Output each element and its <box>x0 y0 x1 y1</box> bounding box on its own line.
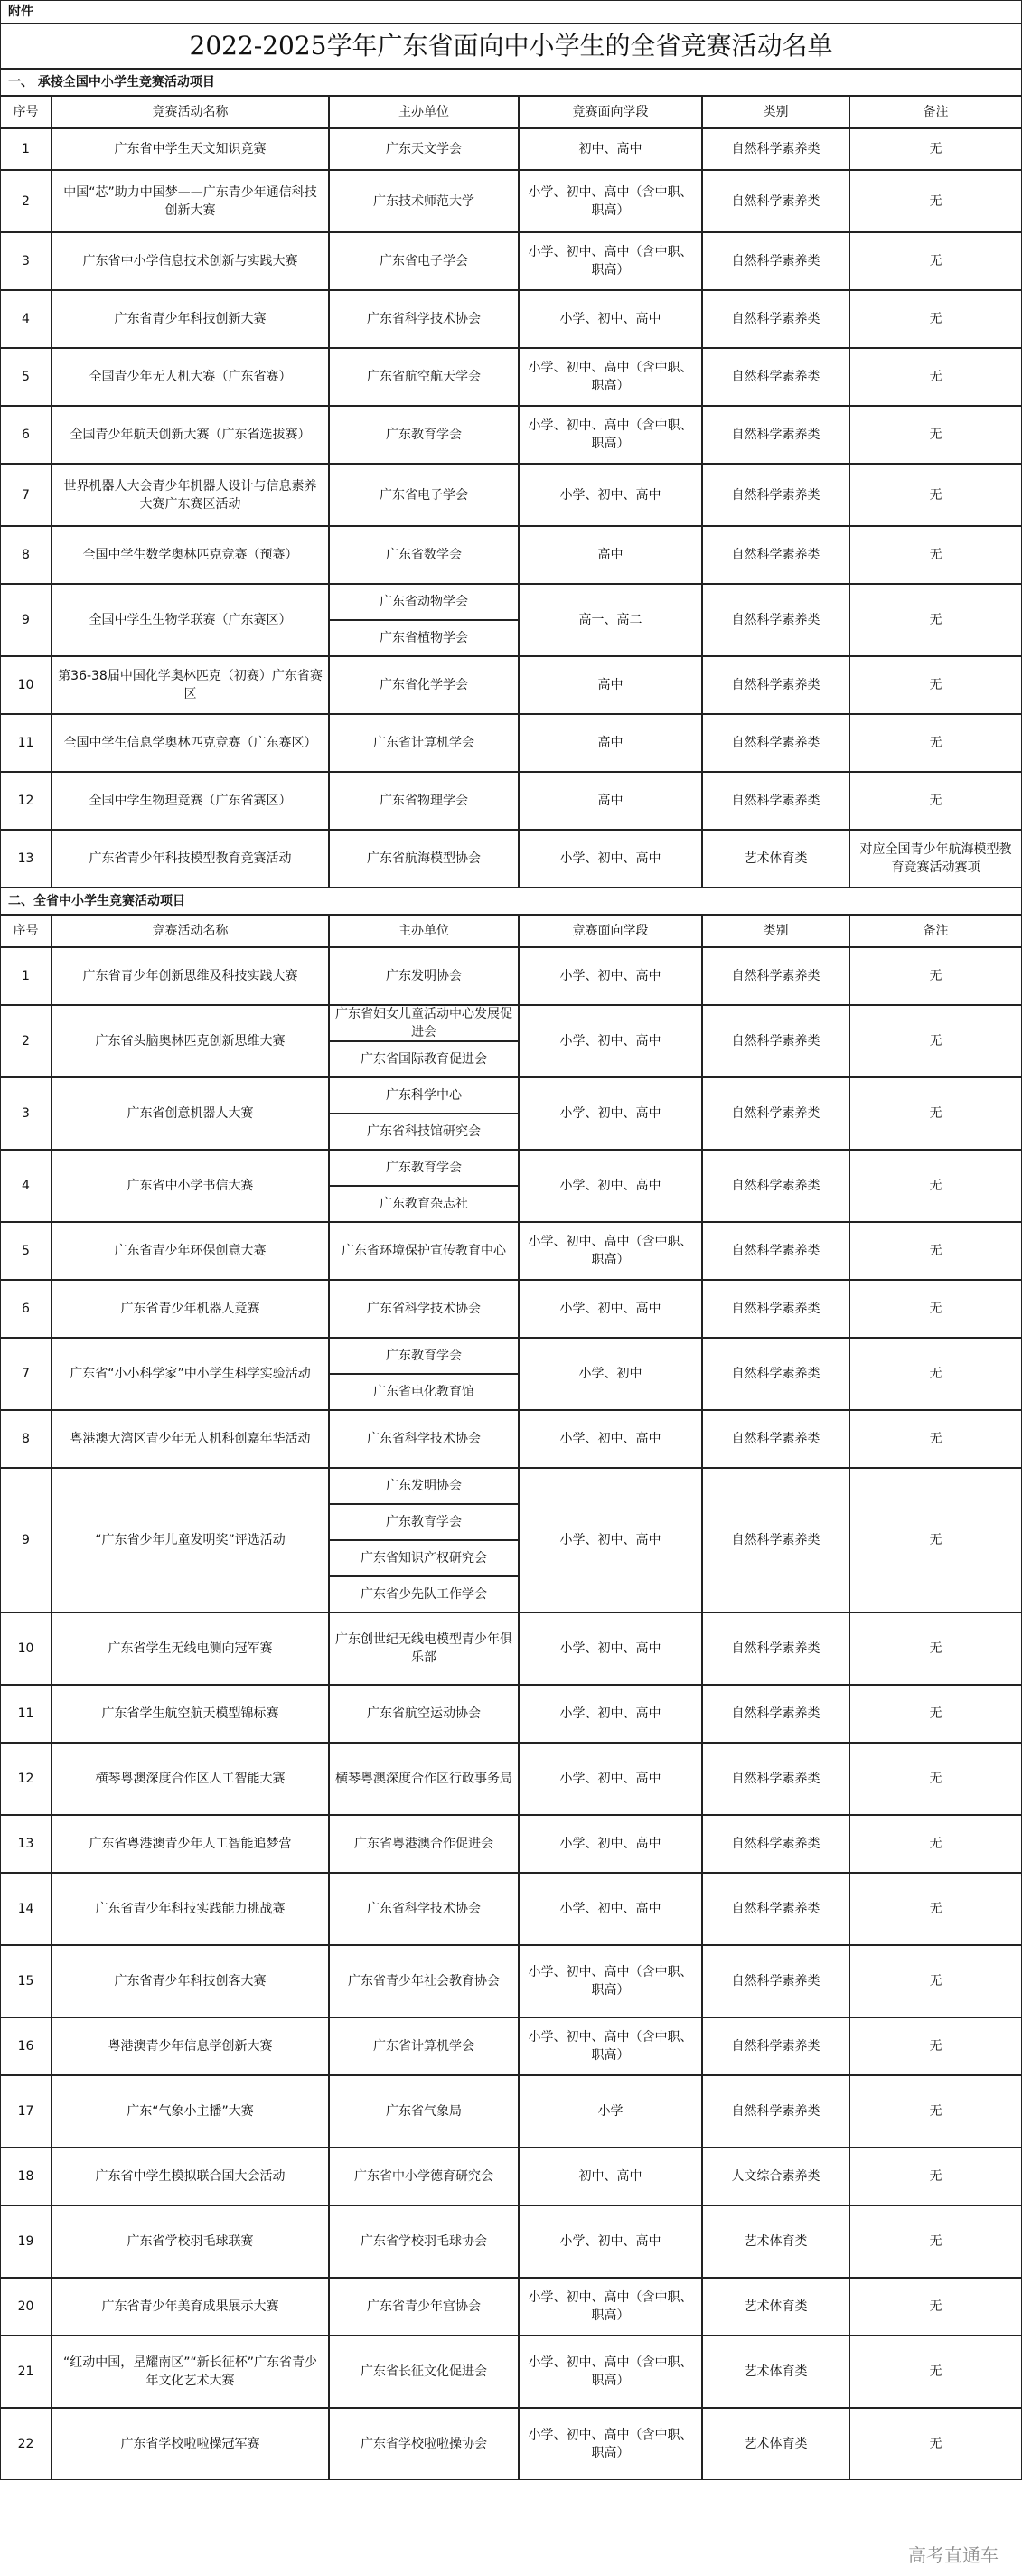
organizer: 广东省计算机学会 <box>329 2017 519 2075</box>
school-stage: 小学、初中、高中（含中职、职高） <box>519 406 702 464</box>
organizer: 广东省科学技术协会 <box>329 290 519 348</box>
school-stage: 小学、初中、高中 <box>519 1743 702 1815</box>
organizer: 广东省科技馆研究会 <box>329 1114 519 1150</box>
row-number: 22 <box>0 2408 52 2480</box>
school-stage: 小学、初中、高中 <box>519 830 702 888</box>
row-number: 20 <box>0 2278 52 2336</box>
remark: 无 <box>849 2336 1022 2408</box>
competition-name: “广东省少年儿童发明奖”评选活动 <box>52 1468 329 1612</box>
remark: 无 <box>849 1077 1022 1150</box>
category: 自然科学素养类 <box>702 1410 849 1468</box>
remark: 无 <box>849 1280 1022 1338</box>
col-header-name: 竞赛活动名称 <box>52 96 329 128</box>
organizer: 广东省青少年社会教育协会 <box>329 1945 519 2017</box>
organizer: 横琴粤澳深度合作区行政事务局 <box>329 1743 519 1815</box>
remark: 无 <box>849 584 1022 656</box>
school-stage: 小学、初中、高中 <box>519 1815 702 1873</box>
organizer: 广东省妇女儿童活动中心发展促进会 <box>329 1005 519 1041</box>
section-heading: 二、全省中小学生竞赛活动项目 <box>0 888 1022 915</box>
organizer: 广东科学中心 <box>329 1077 519 1114</box>
remark: 无 <box>849 348 1022 406</box>
competition-name: “红动中国，星耀南区”“新长征杯”广东省青少年文化艺术大赛 <box>52 2336 329 2408</box>
organizer: 广东省中小学德育研究会 <box>329 2148 519 2205</box>
category: 自然科学素养类 <box>702 170 849 232</box>
competition-name: 广东省学校羽毛球联赛 <box>52 2205 329 2278</box>
col-header-stage: 竞赛面向学段 <box>519 96 702 128</box>
row-number: 19 <box>0 2205 52 2278</box>
remark: 无 <box>849 1685 1022 1743</box>
competition-name: 横琴粤澳深度合作区人工智能大赛 <box>52 1743 329 1815</box>
category: 自然科学素养类 <box>702 2075 849 2148</box>
category: 自然科学素养类 <box>702 1685 849 1743</box>
category: 自然科学素养类 <box>702 2017 849 2075</box>
row-number: 6 <box>0 1280 52 1338</box>
school-stage: 小学、初中 <box>519 1338 702 1410</box>
remark: 无 <box>849 1005 1022 1077</box>
row-number: 8 <box>0 1410 52 1468</box>
competition-name: 广东省中学生模拟联合国大会活动 <box>52 2148 329 2205</box>
school-stage: 小学、初中、高中 <box>519 290 702 348</box>
category: 艺术体育类 <box>702 2205 849 2278</box>
competition-name: 广东省中学生天文知识竞赛 <box>52 128 329 170</box>
col-header-organizer: 主办单位 <box>329 96 519 128</box>
category: 艺术体育类 <box>702 2336 849 2408</box>
school-stage: 小学、初中、高中 <box>519 1410 702 1468</box>
competition-name: 全国青少年无人机大赛（广东省赛） <box>52 348 329 406</box>
category: 自然科学素养类 <box>702 1743 849 1815</box>
school-stage: 小学、初中、高中（含中职、职高） <box>519 1945 702 2017</box>
row-number: 1 <box>0 947 52 1005</box>
organizer: 广东省科学技术协会 <box>329 1280 519 1338</box>
col-header-note: 备注 <box>849 915 1022 947</box>
school-stage: 小学、初中、高中（含中职、职高） <box>519 2278 702 2336</box>
category: 自然科学素养类 <box>702 714 849 772</box>
col-header-name: 竞赛活动名称 <box>52 915 329 947</box>
school-stage: 初中、高中 <box>519 128 702 170</box>
row-number: 3 <box>0 1077 52 1150</box>
competition-name: 广东“气象小主播”大赛 <box>52 2075 329 2148</box>
category: 自然科学素养类 <box>702 1873 849 1945</box>
category: 自然科学素养类 <box>702 1280 849 1338</box>
category: 艺术体育类 <box>702 830 849 888</box>
remark: 无 <box>849 2205 1022 2278</box>
col-header-category: 类别 <box>702 96 849 128</box>
school-stage: 高中 <box>519 714 702 772</box>
remark: 无 <box>849 1612 1022 1685</box>
competition-name: 广东省创意机器人大赛 <box>52 1077 329 1150</box>
remark: 无 <box>849 232 1022 290</box>
organizer: 广东省粤港澳合作促进会 <box>329 1815 519 1873</box>
category: 自然科学素养类 <box>702 1150 849 1222</box>
competition-name: 广东省学生航空航天模型锦标赛 <box>52 1685 329 1743</box>
organizer: 广东省长征文化促进会 <box>329 2336 519 2408</box>
remark: 无 <box>849 947 1022 1005</box>
remark: 无 <box>849 656 1022 714</box>
school-stage: 小学、初中、高中（含中职、职高） <box>519 232 702 290</box>
col-header-category: 类别 <box>702 915 849 947</box>
school-stage: 小学、初中、高中（含中职、职高） <box>519 2408 702 2480</box>
category: 自然科学素养类 <box>702 1338 849 1410</box>
school-stage: 小学、初中、高中（含中职、职高） <box>519 1222 702 1280</box>
organizer: 广东省知识产权研究会 <box>329 1540 519 1576</box>
organizer: 广东天文学会 <box>329 128 519 170</box>
competition-name: 全国中学生生物学联赛（广东赛区） <box>52 584 329 656</box>
organizer: 广东教育学会 <box>329 406 519 464</box>
organizer: 广东省数学会 <box>329 526 519 584</box>
row-number: 9 <box>0 1468 52 1612</box>
row-number: 7 <box>0 1338 52 1410</box>
school-stage: 小学、初中、高中 <box>519 1873 702 1945</box>
remark: 无 <box>849 2075 1022 2148</box>
row-number: 1 <box>0 128 52 170</box>
remark: 无 <box>849 2017 1022 2075</box>
row-number: 10 <box>0 656 52 714</box>
category: 自然科学素养类 <box>702 232 849 290</box>
remark: 无 <box>849 1338 1022 1410</box>
remark: 无 <box>849 1150 1022 1222</box>
remark: 无 <box>849 290 1022 348</box>
category: 自然科学素养类 <box>702 1005 849 1077</box>
category: 自然科学素养类 <box>702 464 849 526</box>
organizer: 广东省航空运动协会 <box>329 1685 519 1743</box>
remark: 无 <box>849 1410 1022 1468</box>
remark: 无 <box>849 526 1022 584</box>
school-stage: 高中 <box>519 526 702 584</box>
organizer: 广东省物理学会 <box>329 772 519 830</box>
category: 自然科学素养类 <box>702 772 849 830</box>
school-stage: 小学、初中、高中 <box>519 464 702 526</box>
remark: 无 <box>849 1873 1022 1945</box>
organizer: 广东省国际教育促进会 <box>329 1041 519 1077</box>
remark: 无 <box>849 1945 1022 2017</box>
organizer: 广东省动物学会 <box>329 584 519 620</box>
competition-name: 广东省青少年科技模型教育竞赛活动 <box>52 830 329 888</box>
competition-name: 广东省中小学信息技术创新与实践大赛 <box>52 232 329 290</box>
category: 自然科学素养类 <box>702 1612 849 1685</box>
organizer: 广东省少先队工作学会 <box>329 1576 519 1612</box>
competition-name: 广东省青少年科技创客大赛 <box>52 1945 329 2017</box>
category: 自然科学素养类 <box>702 1468 849 1612</box>
school-stage: 小学、初中、高中（含中职、职高） <box>519 2336 702 2408</box>
row-number: 13 <box>0 1815 52 1873</box>
row-number: 5 <box>0 348 52 406</box>
remark: 无 <box>849 1815 1022 1873</box>
competition-name: 粤港澳青少年信息学创新大赛 <box>52 2017 329 2075</box>
col-header-no: 序号 <box>0 915 52 947</box>
remark: 无 <box>849 714 1022 772</box>
organizer: 广东省青少年宫协会 <box>329 2278 519 2336</box>
row-number: 14 <box>0 1873 52 1945</box>
competition-name: 广东省学校啦啦操冠军赛 <box>52 2408 329 2480</box>
category: 艺术体育类 <box>702 2408 849 2480</box>
category: 艺术体育类 <box>702 2278 849 2336</box>
competition-name: 广东省中小学书信大赛 <box>52 1150 329 1222</box>
row-number: 6 <box>0 406 52 464</box>
remark: 无 <box>849 772 1022 830</box>
row-number: 11 <box>0 714 52 772</box>
school-stage: 小学、初中、高中 <box>519 1612 702 1685</box>
organizer: 广东省航海模型协会 <box>329 830 519 888</box>
school-stage: 小学 <box>519 2075 702 2148</box>
row-number: 2 <box>0 170 52 232</box>
school-stage: 小学、初中、高中 <box>519 1685 702 1743</box>
organizer: 广东教育杂志社 <box>329 1186 519 1222</box>
school-stage: 高中 <box>519 772 702 830</box>
school-stage: 小学、初中、高中 <box>519 1005 702 1077</box>
competition-name: 全国青少年航天创新大赛（广东省选拔赛） <box>52 406 329 464</box>
remark: 无 <box>849 2278 1022 2336</box>
remark: 无 <box>849 464 1022 526</box>
competition-name: 广东省青少年美育成果展示大赛 <box>52 2278 329 2336</box>
school-stage: 小学、初中、高中 <box>519 2205 702 2278</box>
organizer: 广东教育学会 <box>329 1150 519 1186</box>
row-number: 12 <box>0 772 52 830</box>
col-header-stage: 竞赛面向学段 <box>519 915 702 947</box>
organizer: 广东省科学技术协会 <box>329 1410 519 1468</box>
organizer: 广东省环境保护宣传教育中心 <box>329 1222 519 1280</box>
col-header-note: 备注 <box>849 96 1022 128</box>
organizer: 广东省气象局 <box>329 2075 519 2148</box>
organizer: 广东技术师范大学 <box>329 170 519 232</box>
school-stage: 小学、初中、高中（含中职、职高） <box>519 170 702 232</box>
category: 自然科学素养类 <box>702 406 849 464</box>
row-number: 21 <box>0 2336 52 2408</box>
school-stage: 初中、高中 <box>519 2148 702 2205</box>
organizer: 广东教育学会 <box>329 1504 519 1540</box>
organizer: 广东省航空航天学会 <box>329 348 519 406</box>
competition-name: 广东省粤港澳青少年人工智能追梦营 <box>52 1815 329 1873</box>
school-stage: 高中 <box>519 656 702 714</box>
row-number: 3 <box>0 232 52 290</box>
category: 自然科学素养类 <box>702 1222 849 1280</box>
school-stage: 小学、初中、高中 <box>519 1468 702 1612</box>
competition-name: 全国中学生数学奥林匹克竞赛（预赛） <box>52 526 329 584</box>
category: 自然科学素养类 <box>702 1815 849 1873</box>
organizer: 广东省计算机学会 <box>329 714 519 772</box>
row-number: 4 <box>0 290 52 348</box>
competition-name: 全国中学生物理竞赛（广东省赛区） <box>52 772 329 830</box>
organizer: 广东创世纪无线电模型青少年俱乐部 <box>329 1612 519 1685</box>
row-number: 8 <box>0 526 52 584</box>
school-stage: 高一、高二 <box>519 584 702 656</box>
category: 自然科学素养类 <box>702 1077 849 1150</box>
competition-name: 世界机器人大会青少年机器人设计与信息素养大赛广东赛区活动 <box>52 464 329 526</box>
row-number: 7 <box>0 464 52 526</box>
watermark: 高考直通车 <box>908 2544 999 2566</box>
organizer: 广东省电子学会 <box>329 464 519 526</box>
competition-name: 中国“芯”助力中国梦——广东青少年通信科技创新大赛 <box>52 170 329 232</box>
category: 人文综合素养类 <box>702 2148 849 2205</box>
category: 自然科学素养类 <box>702 128 849 170</box>
col-header-organizer: 主办单位 <box>329 915 519 947</box>
category: 自然科学素养类 <box>702 656 849 714</box>
row-number: 10 <box>0 1612 52 1685</box>
competition-name: 广东省青少年科技创新大赛 <box>52 290 329 348</box>
organizer: 广东省植物学会 <box>329 620 519 656</box>
remark: 无 <box>849 2148 1022 2205</box>
category: 自然科学素养类 <box>702 348 849 406</box>
organizer: 广东省学校羽毛球协会 <box>329 2205 519 2278</box>
organizer: 广东发明协会 <box>329 947 519 1005</box>
row-number: 17 <box>0 2075 52 2148</box>
row-number: 13 <box>0 830 52 888</box>
school-stage: 小学、初中、高中 <box>519 1077 702 1150</box>
competition-name: 广东省学生无线电测向冠军赛 <box>52 1612 329 1685</box>
remark: 无 <box>849 1743 1022 1815</box>
organizer: 广东教育学会 <box>329 1338 519 1374</box>
competition-name: 第36-38届中国化学奥林匹克（初赛）广东省赛区 <box>52 656 329 714</box>
competition-name: 广东省青少年科技实践能力挑战赛 <box>52 1873 329 1945</box>
competition-name: 全国中学生信息学奥林匹克竞赛（广东赛区） <box>52 714 329 772</box>
remark: 无 <box>849 170 1022 232</box>
category: 自然科学素养类 <box>702 290 849 348</box>
competition-name: 广东省青少年环保创意大赛 <box>52 1222 329 1280</box>
competition-name: 广东省“小小科学家”中小学生科学实验活动 <box>52 1338 329 1410</box>
row-number: 18 <box>0 2148 52 2205</box>
section-heading: 一、 承接全国中小学生竞赛活动项目 <box>0 69 1022 96</box>
row-number: 11 <box>0 1685 52 1743</box>
category: 自然科学素养类 <box>702 526 849 584</box>
col-header-no: 序号 <box>0 96 52 128</box>
row-number: 5 <box>0 1222 52 1280</box>
competition-name: 广东省青少年创新思维及科技实践大赛 <box>52 947 329 1005</box>
row-number: 9 <box>0 584 52 656</box>
organizer: 广东省电化教育馆 <box>329 1374 519 1410</box>
row-number: 2 <box>0 1005 52 1077</box>
category: 自然科学素养类 <box>702 584 849 656</box>
remark: 无 <box>849 406 1022 464</box>
remark: 无 <box>849 1222 1022 1280</box>
organizer: 广东省科学技术协会 <box>329 1873 519 1945</box>
school-stage: 小学、初中、高中 <box>519 1280 702 1338</box>
remark: 无 <box>849 128 1022 170</box>
remark: 无 <box>849 2408 1022 2480</box>
remark: 对应全国青少年航海模型教育竞赛活动赛项 <box>849 830 1022 888</box>
organizer: 广东省学校啦啦操协会 <box>329 2408 519 2480</box>
organizer: 广东省电子学会 <box>329 232 519 290</box>
page-title: 2022-2025学年广东省面向中小学生的全省竞赛活动名单 <box>0 24 1022 69</box>
competition-name: 广东省青少年机器人竞赛 <box>52 1280 329 1338</box>
attachment-label: 附件 <box>0 0 1022 24</box>
school-stage: 小学、初中、高中（含中职、职高） <box>519 348 702 406</box>
school-stage: 小学、初中、高中 <box>519 947 702 1005</box>
competition-name: 粤港澳大湾区青少年无人机科创嘉年华活动 <box>52 1410 329 1468</box>
row-number: 15 <box>0 1945 52 2017</box>
row-number: 12 <box>0 1743 52 1815</box>
competition-name: 广东省头脑奥林匹克创新思维大赛 <box>52 1005 329 1077</box>
category: 自然科学素养类 <box>702 1945 849 2017</box>
remark: 无 <box>849 1468 1022 1612</box>
category: 自然科学素养类 <box>702 947 849 1005</box>
organizer: 广东发明协会 <box>329 1468 519 1504</box>
row-number: 16 <box>0 2017 52 2075</box>
row-number: 4 <box>0 1150 52 1222</box>
school-stage: 小学、初中、高中（含中职、职高） <box>519 2017 702 2075</box>
school-stage: 小学、初中、高中 <box>519 1150 702 1222</box>
organizer: 广东省化学学会 <box>329 656 519 714</box>
